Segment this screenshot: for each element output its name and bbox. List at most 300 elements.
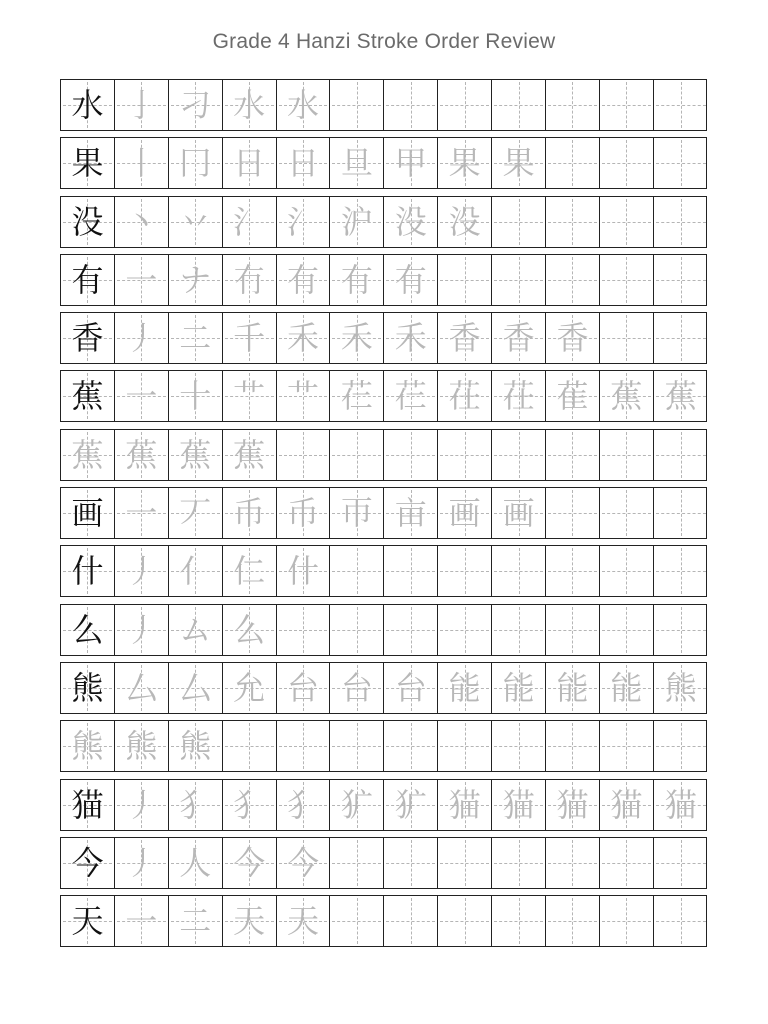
grid-cell [223, 488, 277, 538]
grid-cell [654, 605, 708, 655]
grid-cell [438, 721, 492, 771]
stroke-step-character: 一 [125, 377, 158, 416]
grid-cell [115, 721, 169, 771]
model-character: 熊 [71, 668, 104, 707]
stroke-step-character: 能 [610, 668, 643, 707]
stroke-step-character: 蕉 [610, 377, 643, 416]
practice-row [60, 545, 707, 597]
stroke-step-character: 冂 [179, 144, 212, 183]
grid-cell [492, 430, 546, 480]
grid-cell [600, 605, 654, 655]
stroke-step-character: 千 [233, 319, 266, 358]
grid-cell [277, 430, 331, 480]
stroke-step-character: 日 [287, 144, 320, 183]
grid-cell [169, 255, 223, 305]
grid-cell [330, 663, 384, 713]
stroke-step-character: 茌 [448, 377, 481, 416]
grid-cell [169, 546, 223, 596]
stroke-step-character: 丷 [179, 202, 212, 241]
grid-cell [384, 138, 438, 188]
stroke-step-character: 熊 [664, 668, 697, 707]
stroke-step-character: 冇 [233, 260, 266, 299]
stroke-step-character: 芢 [340, 377, 373, 416]
practice-row [60, 837, 707, 889]
grid-cell [277, 488, 331, 538]
grid-cell [654, 371, 708, 421]
grid-cell [115, 255, 169, 305]
stroke-step-character: 猫 [664, 785, 697, 824]
grid-cell [115, 838, 169, 888]
grid-cell [277, 663, 331, 713]
grid-cell [277, 546, 331, 596]
grid-cell [438, 371, 492, 421]
grid-cell [115, 197, 169, 247]
stroke-step-character: 沪 [340, 202, 373, 241]
stroke-step-character: 亻 [179, 552, 212, 591]
stroke-step-character: 亅 [125, 86, 158, 124]
stroke-step-character: 茌 [502, 377, 535, 416]
stroke-step-character: 禾 [394, 319, 427, 358]
grid-cell [384, 430, 438, 480]
grid-cell [169, 313, 223, 363]
stroke-step-character: 犷 [340, 785, 373, 824]
grid-cell [384, 780, 438, 830]
grid-cell [492, 838, 546, 888]
grid-cell [492, 80, 546, 130]
grid-cell [438, 546, 492, 596]
grid-cell [600, 663, 654, 713]
stroke-step-character: 蕉 [125, 435, 158, 474]
model-character: 什 [71, 552, 104, 591]
grid-cell [384, 80, 438, 130]
grid-cell [61, 255, 115, 305]
grid-cell [546, 255, 600, 305]
grid-cell [277, 605, 331, 655]
grid-cell [546, 80, 600, 130]
grid-cell [61, 546, 115, 596]
grid-cell [492, 605, 546, 655]
grid-cell [223, 197, 277, 247]
grid-cell [115, 138, 169, 188]
grid-cell [61, 313, 115, 363]
grid-cell [438, 663, 492, 713]
grid-cell [600, 80, 654, 130]
grid-cell [277, 255, 331, 305]
stroke-step-character: 帀 [340, 494, 373, 533]
stroke-step-character: 香 [502, 319, 535, 358]
stroke-step-character: 丨 [125, 144, 158, 183]
grid-cell [169, 721, 223, 771]
stroke-step-character: 允 [233, 668, 266, 707]
stroke-step-character: 禾 [340, 319, 373, 358]
stroke-step-character: 水 [287, 86, 320, 124]
grid-cell [492, 663, 546, 713]
stroke-step-character: 台 [394, 668, 427, 707]
model-character: 果 [71, 144, 104, 183]
grid-cell [654, 546, 708, 596]
stroke-step-character: 蕉 [233, 435, 266, 474]
grid-cell [546, 780, 600, 830]
grid-cell [600, 313, 654, 363]
stroke-step-character: 十 [179, 377, 212, 416]
stroke-step-character: 能 [448, 668, 481, 707]
grid-cell [654, 721, 708, 771]
grid-cell [600, 896, 654, 946]
grid-cell [330, 838, 384, 888]
grid-cell [492, 371, 546, 421]
stroke-step-character: 香 [556, 319, 589, 358]
grid-cell [61, 488, 115, 538]
grid-cell [330, 138, 384, 188]
grid-cell [330, 546, 384, 596]
model-character: 今 [71, 843, 104, 882]
stroke-step-character: 香 [448, 319, 481, 358]
grid-cell [330, 430, 384, 480]
grid-cell [223, 721, 277, 771]
grid-cell [438, 896, 492, 946]
grid-cell [438, 197, 492, 247]
grid-cell [492, 197, 546, 247]
practice-row [60, 137, 707, 189]
grid-cell [438, 80, 492, 130]
stroke-step-character: ム [179, 610, 212, 649]
stroke-step-character: 犷 [394, 785, 427, 824]
grid-cell [600, 197, 654, 247]
grid-cell [600, 430, 654, 480]
stroke-step-character: 人 [179, 843, 212, 882]
grid-cell [330, 605, 384, 655]
stroke-step-character: 今 [233, 843, 266, 882]
stroke-step-character: 么 [233, 610, 266, 649]
grid-cell [654, 313, 708, 363]
grid-cell [654, 430, 708, 480]
stroke-step-character: 台 [287, 668, 320, 707]
grid-cell [384, 371, 438, 421]
grid-cell [438, 313, 492, 363]
grid-cell [654, 663, 708, 713]
grid-cell [492, 546, 546, 596]
grid-cell [600, 721, 654, 771]
stroke-step-character: 丿 [125, 610, 158, 649]
grid-cell [546, 371, 600, 421]
stroke-step-character: 丿 [125, 843, 158, 882]
grid-cell [115, 896, 169, 946]
grid-cell [546, 197, 600, 247]
stroke-step-character: 犭 [287, 785, 320, 824]
grid-cell [223, 255, 277, 305]
grid-cell [384, 313, 438, 363]
grid-cell [223, 313, 277, 363]
grid-cell [169, 896, 223, 946]
stroke-step-character: 旦 [340, 144, 373, 183]
grid-cell [61, 838, 115, 888]
grid-cell [223, 80, 277, 130]
grid-cell [654, 138, 708, 188]
stroke-step-character: 今 [287, 843, 320, 882]
grid-cell [115, 663, 169, 713]
practice-row [60, 312, 707, 364]
stroke-step-character: 猫 [448, 785, 481, 824]
model-character: 没 [71, 202, 104, 241]
grid-cell [654, 780, 708, 830]
grid-cell [492, 780, 546, 830]
grid-cell [115, 546, 169, 596]
grid-cell [169, 371, 223, 421]
grid-cell [61, 663, 115, 713]
stroke-step-character: 丿 [125, 785, 158, 824]
practice-row [60, 720, 707, 772]
grid-cell [330, 255, 384, 305]
grid-cell [277, 721, 331, 771]
stroke-step-character: 币 [233, 494, 266, 533]
grid-cell [384, 546, 438, 596]
stroke-step-character: ナ [179, 260, 212, 299]
stroke-step-character: 一 [125, 902, 158, 941]
stroke-step-character: 熊 [125, 727, 158, 766]
grid-cell [330, 80, 384, 130]
grid-cell [546, 838, 600, 888]
page-title: Grade 4 Hanzi Stroke Order Review [212, 30, 556, 53]
grid-cell [277, 313, 331, 363]
grid-cell [169, 197, 223, 247]
stroke-step-character: 丶 [125, 202, 158, 241]
grid-cell [492, 138, 546, 188]
stroke-step-character: 画 [448, 494, 481, 533]
grid-cell [277, 896, 331, 946]
grid-cell [169, 488, 223, 538]
practice-row [60, 662, 707, 714]
grid-cell [169, 605, 223, 655]
model-character: 蕉 [71, 377, 104, 416]
grid-cell [384, 197, 438, 247]
model-character: 水 [71, 86, 104, 124]
grid-cell [654, 488, 708, 538]
grid-cell [223, 896, 277, 946]
grid-cell [600, 838, 654, 888]
grid-cell [169, 430, 223, 480]
grid-cell [115, 80, 169, 130]
stroke-step-character: 丿 [125, 552, 158, 591]
grid-cell [330, 313, 384, 363]
grid-cell [223, 138, 277, 188]
grid-cell [384, 605, 438, 655]
grid-cell [115, 488, 169, 538]
stroke-step-character: 天 [233, 902, 266, 941]
stroke-step-character: 有 [394, 260, 427, 299]
grid-cell [600, 255, 654, 305]
stroke-step-character: 禾 [287, 319, 320, 358]
stroke-step-character: 犭 [179, 785, 212, 824]
grid-cell [546, 721, 600, 771]
stroke-step-character: 日 [233, 144, 266, 183]
grid-cell [438, 780, 492, 830]
grid-cell [492, 488, 546, 538]
stroke-step-character: 艹 [287, 377, 320, 416]
grid-cell [492, 896, 546, 946]
grid-cell [115, 430, 169, 480]
grid-cell [438, 430, 492, 480]
grid-cell [61, 371, 115, 421]
stroke-step-character: 甲 [394, 144, 427, 183]
grid-cell [546, 663, 600, 713]
grid-cell [546, 138, 600, 188]
grid-cell [223, 605, 277, 655]
practice-row [60, 254, 707, 306]
grid-cell [438, 488, 492, 538]
stroke-step-character: 刁 [179, 86, 212, 124]
grid-cell [61, 896, 115, 946]
model-character: 么 [71, 610, 104, 649]
grid-cell [438, 838, 492, 888]
stroke-step-character: 什 [287, 552, 320, 591]
grid-cell [438, 138, 492, 188]
practice-row [60, 196, 707, 248]
grid-cell [277, 197, 331, 247]
grid-cell [654, 896, 708, 946]
grid-cell [384, 255, 438, 305]
grid-cell [115, 313, 169, 363]
stroke-step-character: 一 [125, 494, 158, 533]
stroke-step-character: 有 [340, 260, 373, 299]
model-character: 画 [71, 494, 104, 533]
stroke-step-character: 能 [556, 668, 589, 707]
stroke-step-character: 蕉 [71, 435, 104, 474]
practice-row [60, 487, 707, 539]
stroke-step-character: 蕉 [179, 435, 212, 474]
grid-cell [492, 255, 546, 305]
grid-cell [600, 546, 654, 596]
grid-cell [654, 80, 708, 130]
stroke-step-character: 熊 [71, 727, 104, 766]
grid-cell [61, 197, 115, 247]
grid-cell [115, 780, 169, 830]
model-character: 香 [71, 319, 104, 358]
grid-cell [223, 430, 277, 480]
stroke-step-character: 氵 [287, 202, 320, 241]
grid-cell [277, 80, 331, 130]
grid-cell [61, 138, 115, 188]
stroke-step-character: 天 [287, 902, 320, 941]
grid-cell [277, 780, 331, 830]
grid-cell [330, 896, 384, 946]
grid-cell [330, 197, 384, 247]
grid-cell [169, 780, 223, 830]
stroke-step-character: 猫 [610, 785, 643, 824]
grid-cell [169, 138, 223, 188]
stroke-step-character: 艹 [233, 377, 266, 416]
grid-cell [546, 546, 600, 596]
grid-cell [61, 721, 115, 771]
grid-cell [438, 255, 492, 305]
grid-cell [223, 663, 277, 713]
practice-row [60, 429, 707, 481]
grid-cell [546, 605, 600, 655]
grid-cell [223, 371, 277, 421]
grid-cell [223, 838, 277, 888]
grid-cell [546, 313, 600, 363]
stroke-step-character: 猫 [556, 785, 589, 824]
grid-cell [384, 488, 438, 538]
stroke-step-character: 台 [340, 668, 373, 707]
grid-cell [115, 371, 169, 421]
grid-cell [169, 663, 223, 713]
stroke-step-character: 蕉 [664, 377, 697, 416]
grid-cell [61, 605, 115, 655]
model-character: 猫 [71, 785, 104, 824]
grid-cell [600, 138, 654, 188]
stroke-step-character: 熊 [179, 727, 212, 766]
stroke-step-character: 仁 [233, 552, 266, 591]
stroke-step-character: 萑 [556, 377, 589, 416]
stroke-step-character: 没 [394, 202, 427, 241]
grid-cell [654, 197, 708, 247]
grid-cell [223, 546, 277, 596]
grid-cell [61, 80, 115, 130]
stroke-step-character: 犭 [233, 785, 266, 824]
grid-cell [330, 488, 384, 538]
grid-cell [277, 838, 331, 888]
grid-cell [438, 605, 492, 655]
practice-row [60, 779, 707, 831]
grid-cell [384, 896, 438, 946]
practice-row [60, 370, 707, 422]
stroke-step-character: 丿 [125, 319, 158, 358]
practice-row [60, 895, 707, 947]
stroke-step-character: 能 [502, 668, 535, 707]
grid-cell [169, 838, 223, 888]
grid-cell [384, 838, 438, 888]
grid-cell [277, 371, 331, 421]
grid-cell [384, 663, 438, 713]
stroke-step-character: 氵 [233, 202, 266, 241]
stroke-step-character: 一 [125, 260, 158, 299]
grid-cell [600, 780, 654, 830]
stroke-step-character: 果 [502, 144, 535, 183]
stroke-step-character: 二 [179, 902, 212, 941]
grid-cell [330, 780, 384, 830]
grid-cell [61, 780, 115, 830]
model-character: 天 [71, 902, 104, 941]
grid-cell [277, 138, 331, 188]
grid-cell [61, 430, 115, 480]
stroke-step-character: 厶 [179, 668, 212, 707]
stroke-step-character: 画 [502, 494, 535, 533]
grid-cell [492, 313, 546, 363]
stroke-step-character: 币 [287, 494, 320, 533]
grid-cell [654, 255, 708, 305]
stroke-step-character: 果 [448, 144, 481, 183]
grid-cell [223, 780, 277, 830]
grid-cell [169, 80, 223, 130]
grid-cell [654, 838, 708, 888]
stroke-step-character: 有 [287, 260, 320, 299]
model-character: 有 [71, 260, 104, 299]
grid-cell [330, 371, 384, 421]
grid-cell [600, 488, 654, 538]
practice-grid [60, 79, 707, 953]
stroke-step-character: 亩 [394, 494, 427, 533]
stroke-step-character: 厶 [125, 668, 158, 707]
stroke-step-character: 水 [233, 86, 266, 124]
grid-cell [492, 721, 546, 771]
grid-cell [600, 371, 654, 421]
stroke-step-character: 芢 [394, 377, 427, 416]
grid-cell [384, 721, 438, 771]
grid-cell [546, 488, 600, 538]
stroke-step-character: 丆 [179, 494, 212, 533]
grid-cell [546, 896, 600, 946]
practice-row [60, 604, 707, 656]
